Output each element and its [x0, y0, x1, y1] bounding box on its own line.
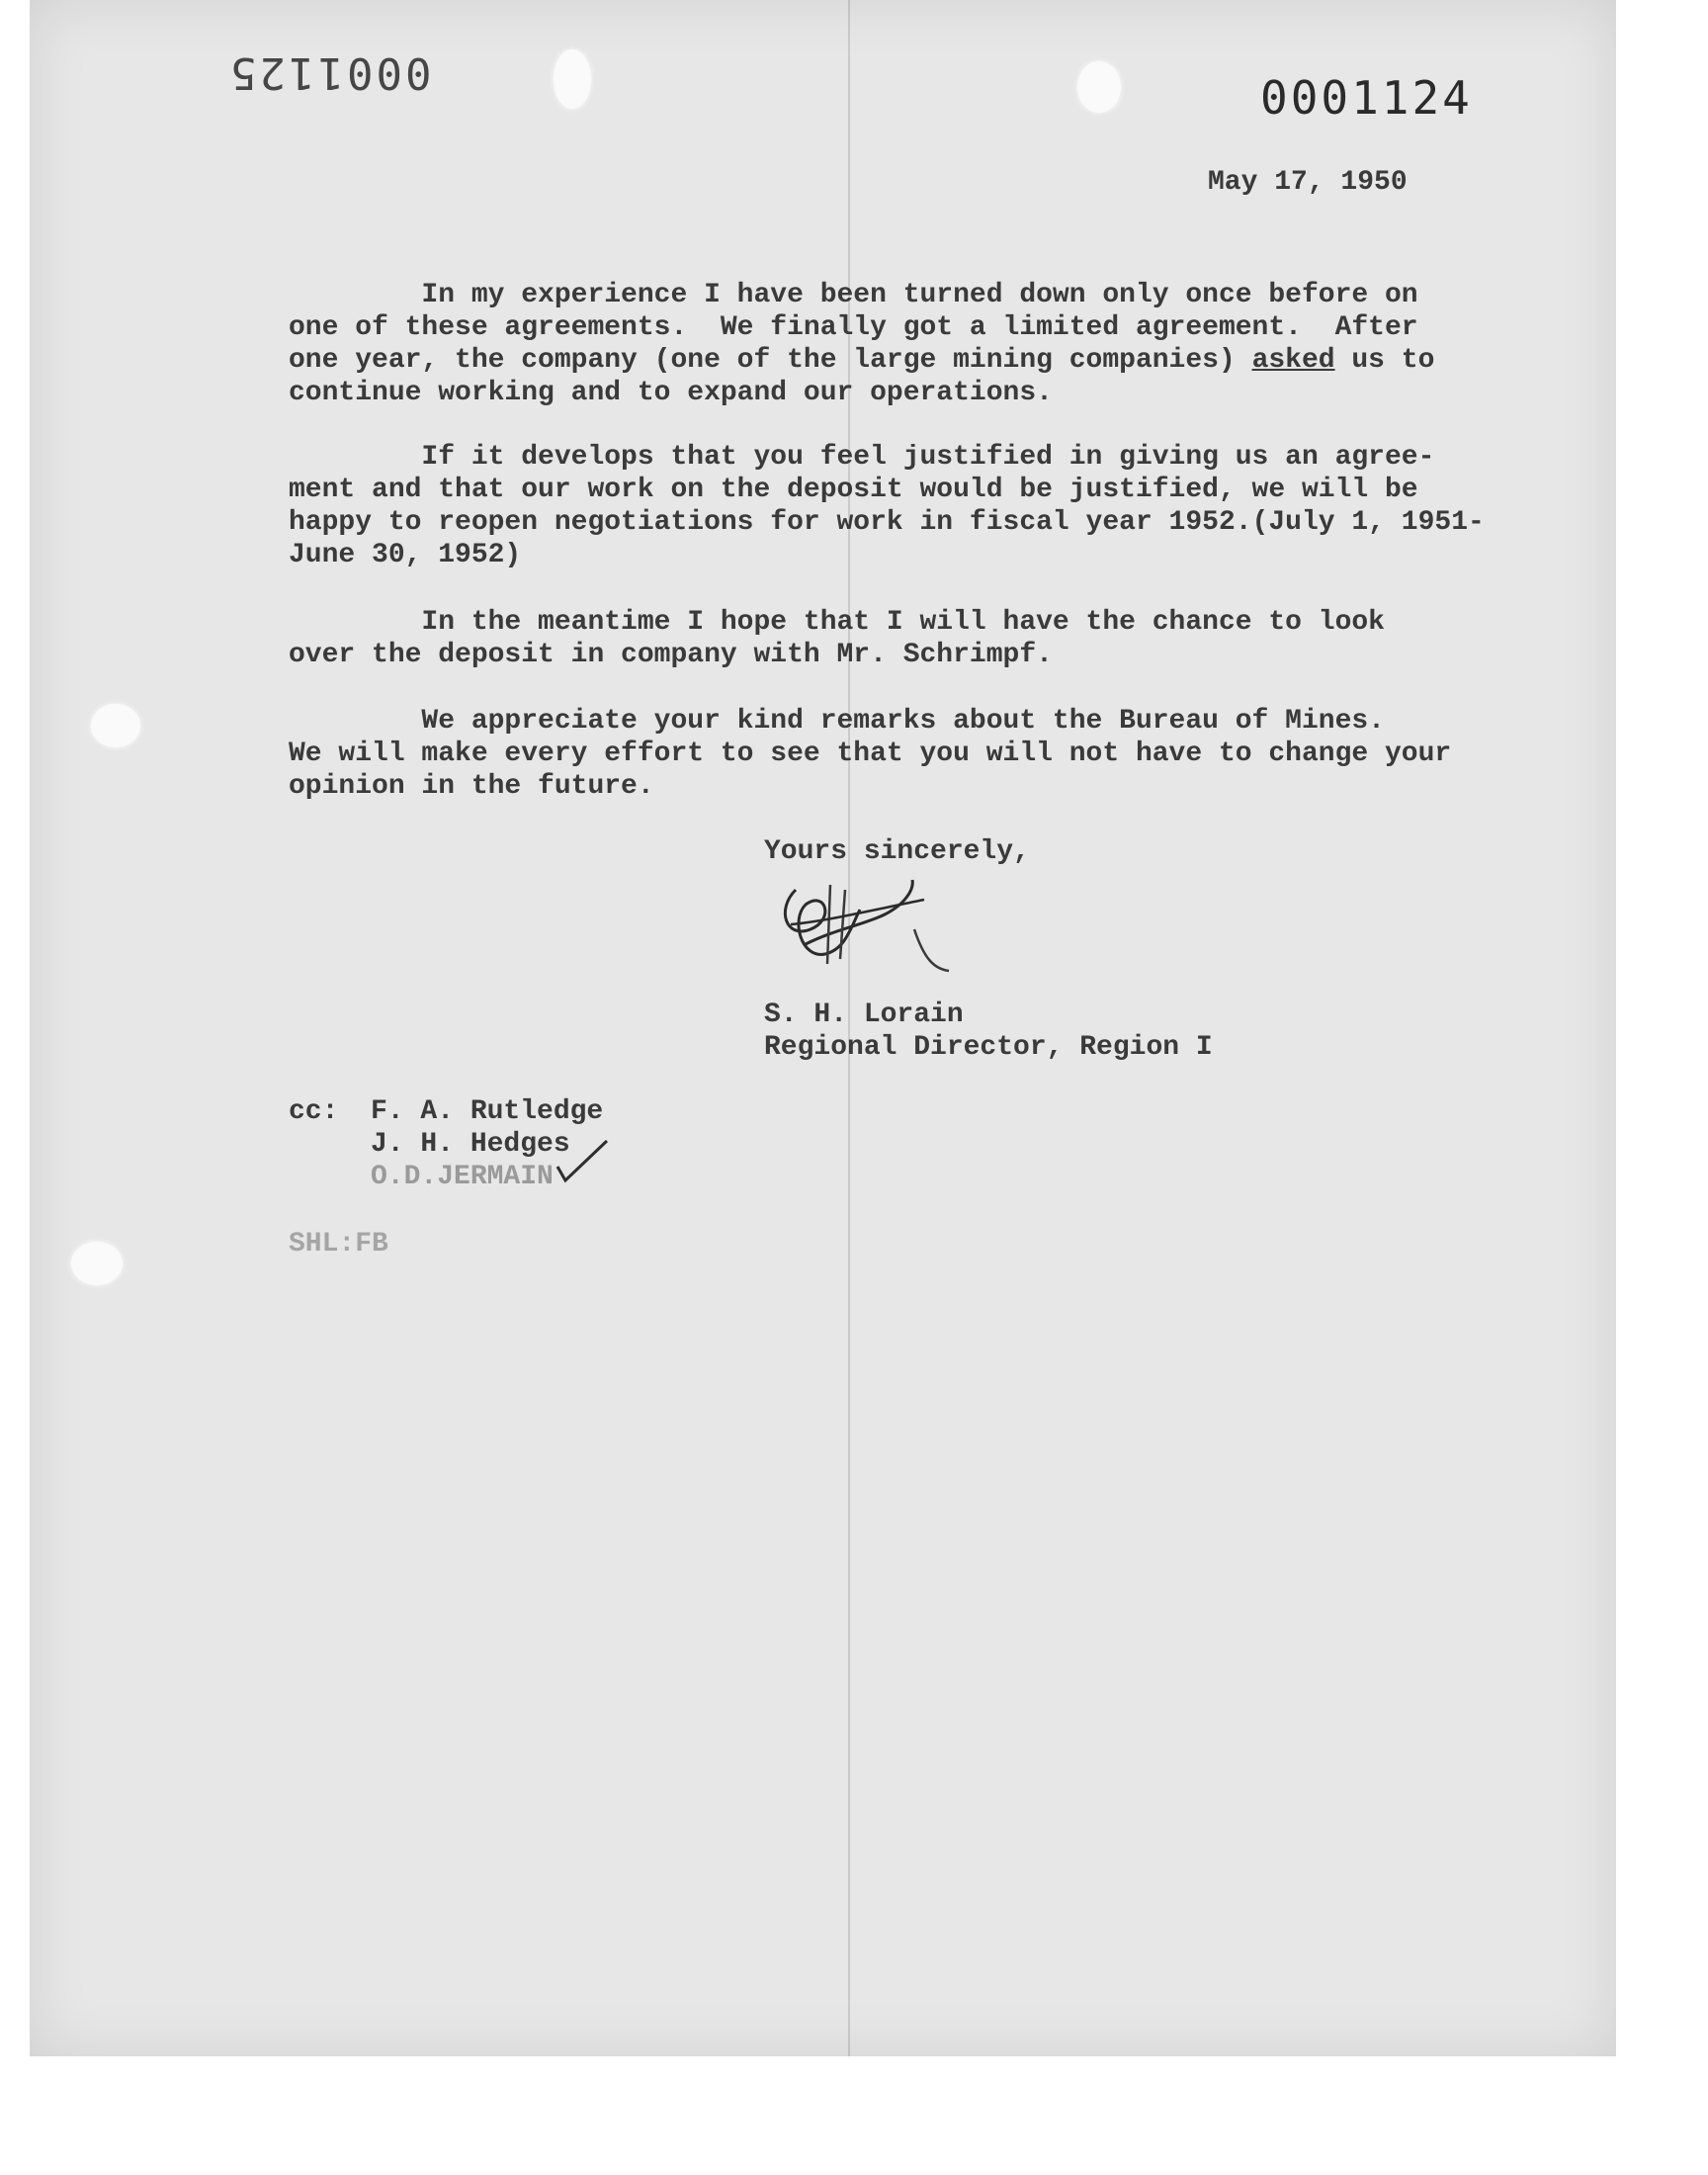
paragraph-line: In the meantime I hope that I will have the chance to look	[289, 607, 1385, 638]
paragraph-2	[289, 441, 1485, 571]
paragraph-line: over the deposit in company with Mr. Schrimpf.	[289, 640, 1053, 670]
paragraph-line: In my experience I have been turned down only once before on	[289, 280, 1418, 310]
letter-date: May 17, 1950	[1208, 167, 1408, 198]
underlined-word: asked	[1251, 345, 1335, 376]
check-mark-icon	[552, 1137, 611, 1186]
punch-hole	[1077, 61, 1121, 113]
text-run: one year, the company (one of the large mining companies)	[289, 345, 1252, 376]
signer-title: Regional Director, Region I	[764, 1032, 1213, 1063]
punch-hole	[71, 1242, 123, 1285]
paragraph-1	[289, 279, 1434, 409]
signature	[766, 870, 954, 989]
closing: Yours sincerely,	[764, 836, 1030, 867]
paragraph-line: one of these agreements. We finally got a limited agreement. After	[289, 312, 1418, 343]
paragraph-4	[289, 705, 1451, 803]
typist-initials: SHL:FB	[289, 1229, 388, 1260]
paragraph-3	[289, 606, 1385, 671]
paragraph-line: ment and that our work on the deposit would be justified, we will be	[289, 475, 1418, 505]
text-run: us to	[1334, 345, 1435, 376]
page-number-stamp: 0001124	[1260, 71, 1473, 125]
paragraph-line: We will make every effort to see that you will not have to change your	[289, 739, 1452, 769]
paragraph-line: If it develops that you feel justified in giving us an agree-	[289, 442, 1435, 473]
cc-recipient: F. A. Rutledge	[371, 1096, 604, 1127]
punch-hole	[554, 49, 591, 109]
paragraph-line: June 30, 1952)	[289, 540, 522, 570]
signature-block	[764, 999, 1213, 1064]
cc-recipient: O.D.JERMAIN	[371, 1162, 554, 1192]
paragraph-line: opinion in the future.	[289, 771, 654, 802]
page-number-stamp-upside-down: 0001125	[227, 47, 432, 98]
paragraph-line: We appreciate your kind remarks about the Bureau of Mines.	[289, 706, 1385, 737]
paragraph-line: continue working and to expand our operations.	[289, 378, 1053, 408]
paragraph-line: happy to reopen negotiations for work in fiscal year 1952.(July 1, 1951-	[289, 507, 1485, 538]
cc-label: cc:	[289, 1096, 339, 1127]
cc-recipient: J. H. Hedges	[371, 1129, 570, 1160]
signer-name: S. H. Lorain	[764, 1000, 964, 1030]
paragraph-line	[289, 344, 1434, 377]
punch-hole	[91, 704, 140, 747]
